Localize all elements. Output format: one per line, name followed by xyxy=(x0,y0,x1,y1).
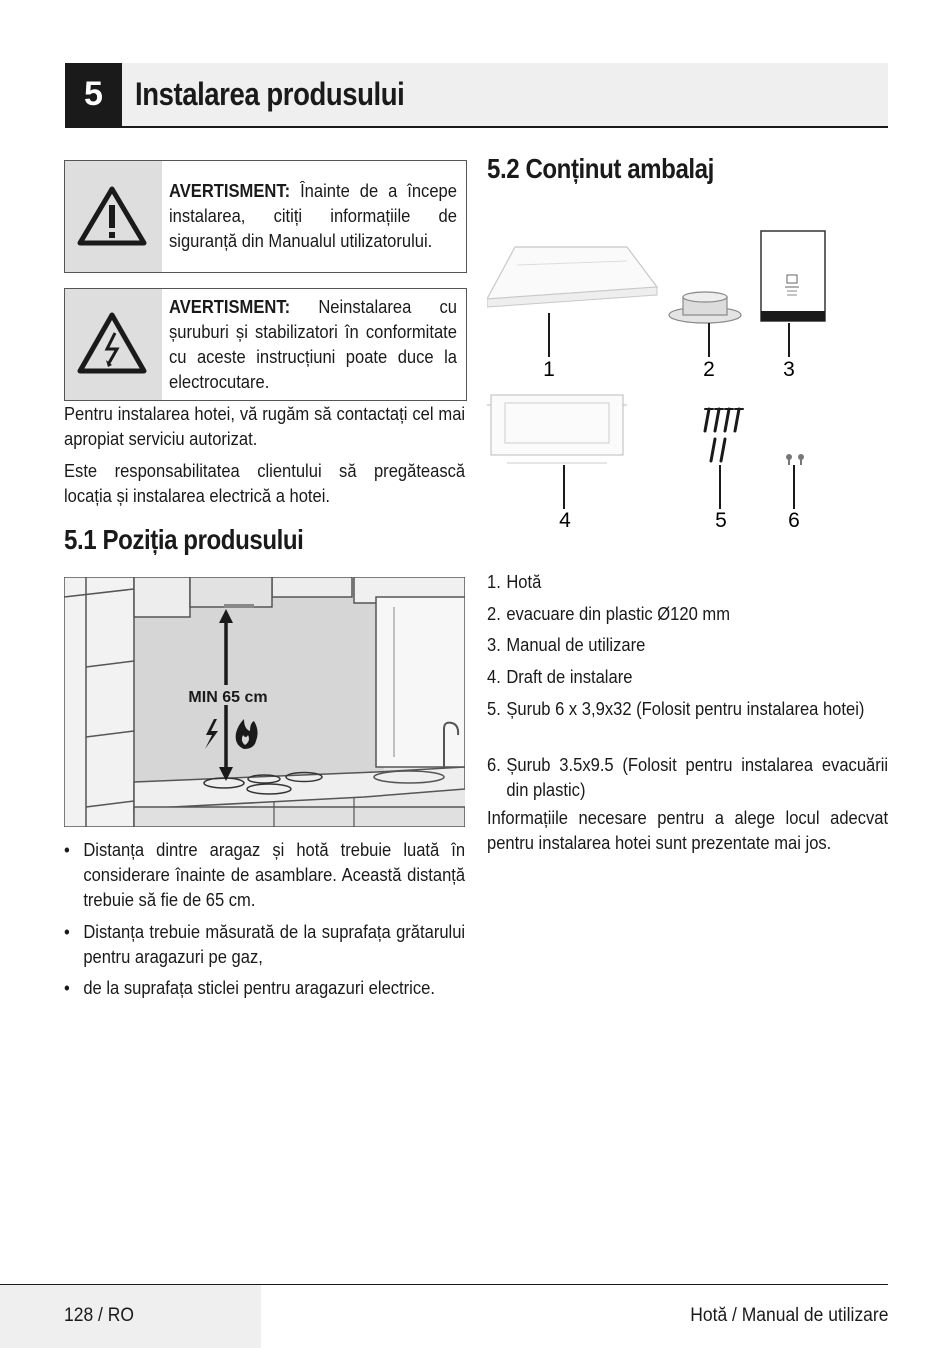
list-item: 3. Manual de utilizare xyxy=(487,635,646,655)
warning-text: AVERTISMENT: Înainte de a începe instalarea, citiți informațiile de siguranță din Manualul utilizatorului. xyxy=(169,181,457,251)
callout-6: 6 xyxy=(788,509,800,532)
warning-icon-cell xyxy=(65,289,162,400)
warning-triangle-icon xyxy=(77,185,147,247)
bullet-item: • Distanța trebuie măsurată de la suprafața grătarului pentru aragazuri pe gaz, xyxy=(64,922,466,967)
package-contents-figure xyxy=(487,225,888,535)
user-manual-drawing xyxy=(761,231,825,321)
page-number: 128 / RO xyxy=(64,1305,134,1326)
document-title: Hotă / Manual de utilizare xyxy=(689,1305,888,1326)
warning-label: AVERTISMENT: xyxy=(169,297,291,317)
warning-icon-cell xyxy=(65,161,162,272)
callout-5: 5 xyxy=(715,509,727,532)
list-item: 1. Hotă xyxy=(487,572,542,592)
kitchen-installation-figure xyxy=(64,577,465,827)
callout-3: 3 xyxy=(783,358,795,381)
warning-label: AVERTISMENT: xyxy=(169,181,291,201)
package-note: Informațiile necesare pentru a alege locul adecvat pentru instalarea hotei sunt prezentate mai jos. xyxy=(487,808,889,853)
paragraph-service: Pentru instalarea hotei, vă rugăm să contactați cel mai apropiat serviciu autorizat. xyxy=(64,404,466,449)
bullet-item: • de la suprafața sticlei pentru aragazuri electrice. xyxy=(64,978,435,998)
electric-shock-warning-icon xyxy=(77,311,147,375)
plastic-outlet-drawing xyxy=(669,292,741,323)
chapter-number: 5 xyxy=(65,63,122,126)
list-item: 6. Șurub 3.5x9.5 (Folosit pentru instalarea evacuării din plastic) xyxy=(487,755,889,800)
chapter-title: Instalarea produsului xyxy=(135,76,405,112)
screws-drawing xyxy=(705,409,743,461)
warning-box-electric xyxy=(64,288,467,401)
section-title-package: 5.2 Conținut ambalaj xyxy=(487,153,714,184)
callout-2: 2 xyxy=(703,358,715,381)
min-distance-label: MIN 65 cm xyxy=(188,689,268,706)
bullet-item: • Distanța dintre aragaz și hotă trebuie luată în considerare înainte de asamblare. Această distanță trebuie să fie de 65 cm. xyxy=(64,840,466,910)
warning-text: AVERTISMENT: Neinstalarea cu șuruburi și stabilizatori în conformitate cu aceste instrucțiuni poate duce la electrocutare. xyxy=(169,297,457,392)
chapter-header xyxy=(65,63,888,128)
warning-box-general xyxy=(64,160,467,273)
section-title-position: 5.1 Poziția produsului xyxy=(64,524,304,555)
list-item: 5. Șurub 6 x 3,9x32 (Folosit pentru instalarea hotei) xyxy=(487,699,865,719)
callout-4: 4 xyxy=(559,509,571,532)
list-item: 2. evacuare din plastic Ø120 mm xyxy=(487,604,730,624)
list-item: 4. Draft de instalare xyxy=(487,667,633,687)
installation-draft-drawing xyxy=(487,395,627,463)
paragraph-responsibility: Este responsabilitatea clientului să pregătească locația și instalarea electrică a hotei. xyxy=(64,461,466,506)
hood-drawing xyxy=(487,247,657,307)
callout-1: 1 xyxy=(543,358,555,381)
small-screws-drawing xyxy=(786,454,804,465)
